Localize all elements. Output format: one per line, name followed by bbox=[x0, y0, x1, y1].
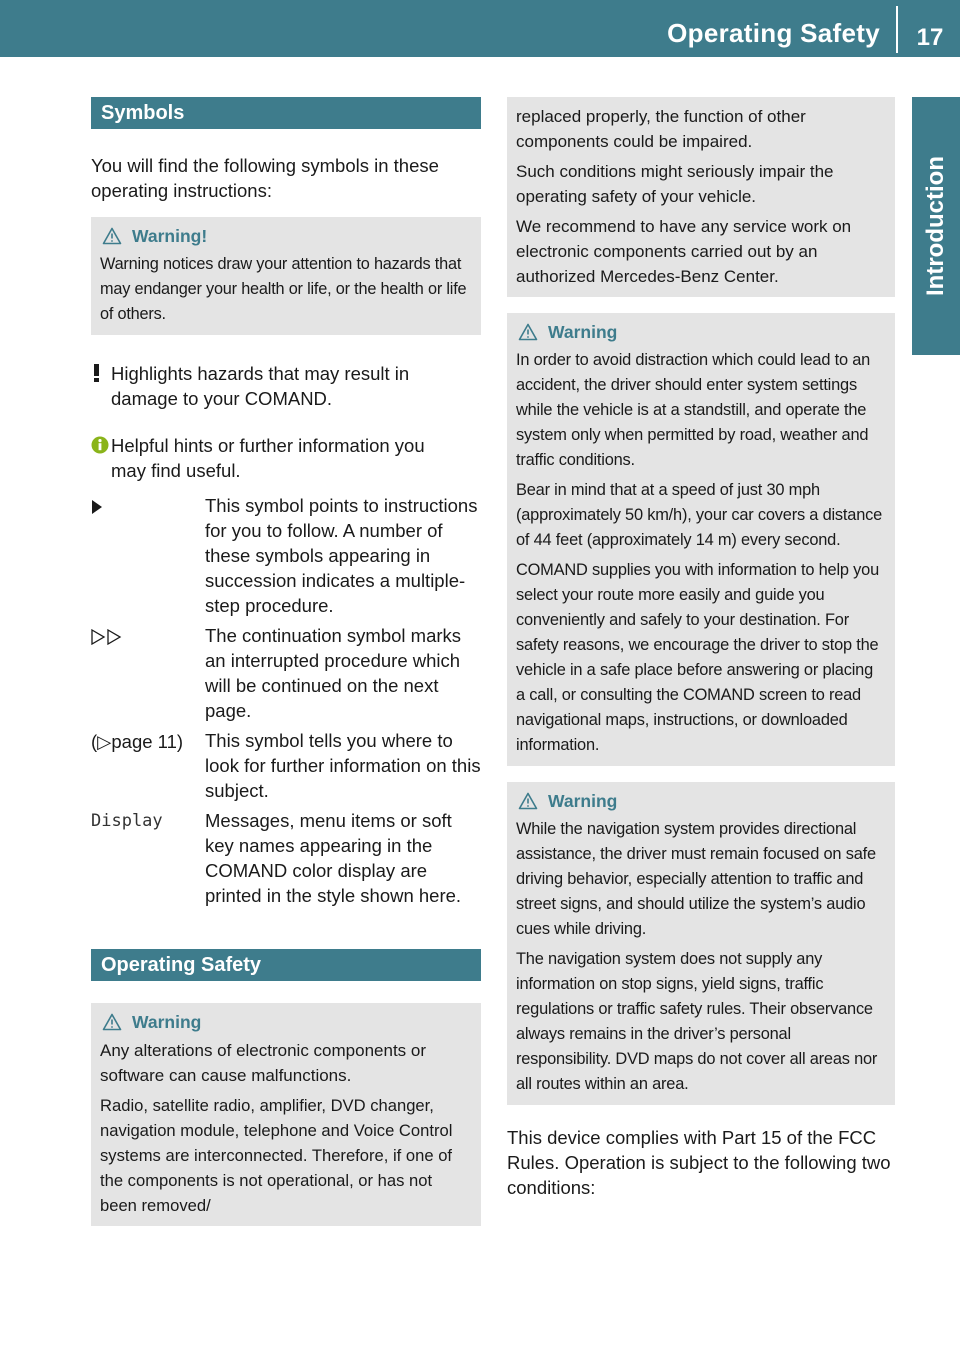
symbols-intro: You will find the following symbols in these operating instructions: bbox=[91, 155, 439, 201]
warning-box-navigation bbox=[507, 782, 895, 1105]
hint-important-line2: damage to your COMAND. bbox=[111, 388, 333, 409]
header-divider bbox=[896, 6, 898, 53]
section-heading-symbols: Symbols bbox=[91, 97, 481, 129]
chapter-side-tab-label: Introduction bbox=[922, 156, 949, 296]
warning-distraction-para3: COMAND supplies you with information to help you select your route more easily and guide you conveniently and safely to your destination. For safety reasons, we encourage the driver to stop the vehicle in a safe place before answering or placing a call, or consulting the COMAND screen to read navigational maps, instructions, or downloaded information. bbox=[516, 561, 879, 754]
warning-navigation-para1: While the navigation system provides directional assistance, the driver must remain focused on safe driving behavior, especially attention to traffic and street signs, and should utilize the system’s audio cues while driving. bbox=[516, 820, 876, 938]
hint-important-line1: Highlights hazards that may result in bbox=[111, 363, 410, 384]
definition-display: Messages, menu items or soft key names appearing in the COMAND color display are printed in the style shown here. bbox=[205, 810, 462, 906]
page-header-title: Operating Safety bbox=[667, 18, 880, 48]
continued-para2: Such conditions might seriously impair the operating safety of your vehicle. bbox=[516, 162, 834, 206]
warning-box-title: Warning bbox=[516, 789, 886, 813]
hint-info bbox=[91, 433, 481, 483]
warning-triangle-icon bbox=[102, 1013, 122, 1031]
warning-box-alterations bbox=[91, 1003, 481, 1226]
hint-info-line2: may find useful. bbox=[111, 460, 241, 481]
symbol-definitions bbox=[91, 493, 481, 913]
warning-navigation-para2: The navigation system does not supply any information on stop signs, yield signs, traffic regulations or traffic safety rules. Their observance always remains in the driver’s personal responsibility. DVD maps do not cover all areas nor all routes within an area. bbox=[516, 950, 878, 1093]
warning-box-distraction bbox=[507, 313, 895, 766]
warning-box-title: Warning! bbox=[100, 224, 472, 248]
warning-distraction-para1: In order to avoid distraction which could lead to an accident, the driver should enter system settings while the vehicle is at a standstill, and operate the system only when permitted by road, weather and traffic conditions. bbox=[516, 351, 871, 469]
exclamation-icon bbox=[91, 361, 111, 411]
warning-box-continued bbox=[507, 97, 895, 297]
page-header-bar bbox=[0, 0, 960, 57]
continued-para1: replaced properly, the function of other components could be impaired. bbox=[516, 107, 806, 151]
info-icon bbox=[91, 433, 111, 483]
warning-box-title: Warning bbox=[100, 1010, 472, 1034]
hint-info-line1: Helpful hints or further information you bbox=[111, 435, 425, 456]
right-column bbox=[507, 97, 895, 1200]
chapter-side-tab bbox=[912, 97, 960, 355]
warning-alterations-para2: Radio, satellite radio, amplifier, DVD changer, navigation module, telephone and Voice Control systems are interconnected. Therefore, if one of the components is not operational, or has not been removed/ bbox=[100, 1096, 453, 1215]
section-heading-operating-safety: Operating Safety bbox=[91, 949, 481, 981]
display-style-term: Display bbox=[91, 811, 163, 831]
definition-page-reference: This symbol tells you where to look for further information on this subject. bbox=[205, 730, 481, 801]
fcc-compliance-text: This device complies with Part 15 of the FCC Rules. Operation is subject to the following two conditions: bbox=[507, 1127, 891, 1198]
definition-continuation: The continuation symbol marks an interrupted procedure which will be continued on the next page. bbox=[205, 625, 462, 721]
continuation-icon bbox=[91, 623, 205, 728]
step-arrow-icon bbox=[91, 493, 205, 623]
page-number: 17 bbox=[916, 24, 944, 51]
page-reference-term: (▷page 11) bbox=[91, 731, 184, 752]
warning-triangle-icon bbox=[518, 323, 538, 341]
warning-triangle-icon bbox=[102, 227, 122, 245]
warning-box-title: Warning bbox=[516, 320, 886, 344]
hint-important bbox=[91, 361, 481, 411]
warning-distraction-para2: Bear in mind that at a speed of just 30 mph (approximately 50 km/h), your car covers a distance of 44 feet (approximately 14 m) every second. bbox=[516, 481, 883, 549]
continued-para3: We recommend to have any service work on electronic components carried out by an authorized Mercedes-Benz Center. bbox=[516, 217, 852, 286]
warning-box-symbols bbox=[91, 217, 481, 335]
warning-box-text: Warning notices draw your attention to hazards that may endanger your health or life, or the health or life of others. bbox=[100, 255, 467, 323]
warning-triangle-icon bbox=[518, 792, 538, 810]
left-column bbox=[91, 97, 481, 1226]
definition-step: This symbol points to instructions for you to follow. A number of these symbols appearing in succession indicates a multiple-step procedure. bbox=[205, 495, 478, 616]
warning-alterations-para1: Any alterations of electronic components or software can cause malfunctions. bbox=[100, 1041, 427, 1085]
